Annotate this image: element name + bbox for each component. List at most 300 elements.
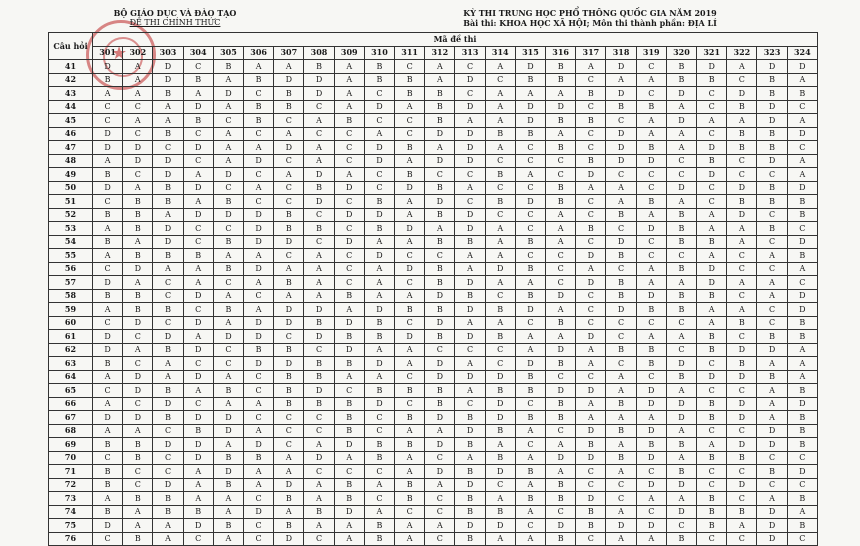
answer-cell: B — [364, 330, 394, 344]
answer-cell: D — [636, 154, 666, 168]
answer-cell: C — [395, 127, 425, 141]
answer-cell: A — [153, 100, 183, 114]
answer-cell: C — [787, 222, 817, 236]
answer-cell: A — [153, 519, 183, 533]
answer-cell: C — [395, 114, 425, 128]
answer-cell: B — [485, 168, 515, 182]
answer-cell: C — [757, 451, 787, 465]
answer-cell: D — [757, 343, 787, 357]
answer-cell: B — [515, 262, 545, 276]
answer-cell: A — [274, 60, 304, 74]
answer-cell: C — [93, 195, 123, 209]
answer-cell: D — [455, 73, 485, 87]
answer-cell: B — [334, 492, 364, 506]
answer-cell: C — [757, 303, 787, 317]
answer-cell: D — [304, 73, 334, 87]
answer-cell: A — [576, 181, 606, 195]
answer-cell: D — [304, 195, 334, 209]
answer-cell: B — [515, 235, 545, 249]
exam-code-cell: 324 — [787, 46, 817, 60]
answer-cell: B — [425, 384, 455, 398]
table-row — [49, 235, 818, 249]
answer-cell: A — [485, 60, 515, 74]
answer-cell: A — [213, 154, 243, 168]
answer-cell: C — [636, 235, 666, 249]
answer-cell: A — [546, 208, 576, 222]
answer-cell: C — [606, 262, 636, 276]
answer-cell: D — [576, 276, 606, 290]
answer-cell: A — [485, 492, 515, 506]
answer-cell: B — [334, 289, 364, 303]
answer-cell: C — [697, 195, 727, 209]
answer-cell: D — [364, 141, 394, 155]
table-row — [49, 114, 818, 128]
answer-cell: D — [153, 235, 183, 249]
question-header: Câu hỏi — [49, 33, 93, 60]
answer-cell: B — [93, 438, 123, 452]
answer-cell: C — [395, 316, 425, 330]
answer-cell: A — [787, 168, 817, 182]
answer-cell: D — [213, 168, 243, 182]
answer-cell: C — [455, 87, 485, 101]
answer-cell: B — [666, 289, 696, 303]
answer-cell: A — [334, 60, 364, 74]
answer-cell: B — [515, 492, 545, 506]
answer-cell: B — [183, 505, 213, 519]
answer-cell: B — [485, 384, 515, 398]
seal-star-icon: ★ — [111, 43, 128, 64]
answer-cell: A — [183, 276, 213, 290]
answer-cell: A — [93, 492, 123, 506]
exam-code-cell: 320 — [666, 46, 696, 60]
answer-cell: C — [576, 195, 606, 209]
answer-cell: B — [364, 195, 394, 209]
answer-cell: A — [395, 289, 425, 303]
answer-cell: C — [425, 505, 455, 519]
answer-cell: C — [606, 357, 636, 371]
answer-cell: A — [93, 154, 123, 168]
answer-cell: D — [425, 195, 455, 209]
answer-cell: A — [515, 424, 545, 438]
answer-cell: A — [485, 141, 515, 155]
answer-cell: A — [455, 114, 485, 128]
answer-cell: C — [697, 127, 727, 141]
answer-cell: A — [213, 100, 243, 114]
answer-cell: C — [606, 478, 636, 492]
answer-cell: D — [606, 235, 636, 249]
question-number-cell: 67 — [49, 411, 93, 425]
answer-cell: D — [425, 154, 455, 168]
answer-cell: A — [606, 73, 636, 87]
answer-cell: A — [93, 87, 123, 101]
answer-cell: C — [515, 208, 545, 222]
answer-cell: B — [153, 303, 183, 317]
answer-cell: D — [304, 451, 334, 465]
answer-cell: C — [606, 492, 636, 506]
exam-code-cell: 318 — [606, 46, 636, 60]
answer-cell: D — [153, 73, 183, 87]
answer-cell: D — [576, 330, 606, 344]
answer-cell: C — [666, 249, 696, 263]
table-row — [49, 87, 818, 101]
exam-code-cell: 317 — [576, 46, 606, 60]
answer-cell: B — [606, 100, 636, 114]
answer-cell: B — [425, 100, 455, 114]
answer-cell: B — [757, 465, 787, 479]
exam-code-cell: 315 — [515, 46, 545, 60]
answer-cell: C — [576, 465, 606, 479]
answer-cell: B — [515, 411, 545, 425]
answer-cell: A — [395, 532, 425, 546]
answer-cell: D — [244, 505, 274, 519]
answer-cell: C — [425, 451, 455, 465]
answer-cell: A — [727, 303, 757, 317]
question-number-cell: 53 — [49, 222, 93, 236]
answer-cell: C — [546, 276, 576, 290]
answer-cell: B — [395, 73, 425, 87]
exam-code-cell: 307 — [274, 46, 304, 60]
answer-cell: A — [485, 100, 515, 114]
answer-cell: D — [546, 384, 576, 398]
answer-cell: C — [244, 519, 274, 533]
answer-cell: A — [364, 505, 394, 519]
answer-cell: C — [697, 87, 727, 101]
answer-cell: A — [304, 478, 334, 492]
answer-cell: D — [546, 289, 576, 303]
answer-cell: D — [93, 330, 123, 344]
answer-cell: B — [576, 114, 606, 128]
answer-cell: A — [244, 276, 274, 290]
answer-cell: B — [183, 73, 213, 87]
exam-code-cell: 311 — [395, 46, 425, 60]
question-number-cell: 64 — [49, 370, 93, 384]
answer-cell: D — [304, 87, 334, 101]
answer-cell: A — [395, 208, 425, 222]
table-row — [49, 168, 818, 182]
answer-cell: C — [787, 276, 817, 290]
answer-cell: C — [183, 357, 213, 371]
answer-cell: D — [515, 100, 545, 114]
answer-cell: A — [153, 357, 183, 371]
answer-cell: D — [455, 370, 485, 384]
answer-cell: C — [183, 154, 213, 168]
answer-cell: B — [274, 343, 304, 357]
table-row — [49, 262, 818, 276]
answer-cell: B — [546, 141, 576, 155]
answer-cell: C — [304, 424, 334, 438]
answer-cell: C — [515, 154, 545, 168]
answer-cell: B — [123, 289, 153, 303]
table-row — [49, 411, 818, 425]
answer-cell: C — [697, 424, 727, 438]
answer-cell: D — [485, 262, 515, 276]
answer-cell: D — [787, 303, 817, 317]
answer-cell: B — [183, 114, 213, 128]
exam-code-header: Mã đề thi — [93, 33, 818, 47]
answer-cell: C — [364, 168, 394, 182]
answer-cell: A — [93, 249, 123, 263]
answer-cell: C — [757, 168, 787, 182]
answer-cell: B — [546, 492, 576, 506]
answer-cell: C — [425, 532, 455, 546]
answer-cell: C — [515, 249, 545, 263]
answer-cell: A — [183, 478, 213, 492]
answer-cell: D — [757, 519, 787, 533]
answer-cell: C — [274, 154, 304, 168]
answer-cell: D — [455, 303, 485, 317]
answer-cell: C — [153, 424, 183, 438]
answer-cell: C — [697, 532, 727, 546]
answer-cell: A — [123, 114, 153, 128]
answer-cell: D — [576, 168, 606, 182]
answer-cell: A — [304, 438, 334, 452]
answer-cell: C — [334, 465, 364, 479]
answer-cell: B — [606, 249, 636, 263]
answer-cell: A — [364, 478, 394, 492]
answer-cell: A — [395, 424, 425, 438]
answer-cell: A — [93, 370, 123, 384]
answer-cell: D — [757, 114, 787, 128]
table-row — [49, 60, 818, 74]
answer-cell: B — [485, 505, 515, 519]
answer-cell: A — [757, 397, 787, 411]
answer-cell: D — [244, 154, 274, 168]
answer-cell: C — [153, 316, 183, 330]
answer-cell: A — [485, 532, 515, 546]
answer-cell: A — [455, 262, 485, 276]
answer-cell: A — [455, 249, 485, 263]
answer-cell: B — [787, 384, 817, 398]
answer-cell: D — [757, 424, 787, 438]
answer-cell: A — [485, 276, 515, 290]
answer-cell: B — [787, 519, 817, 533]
answer-cell: D — [546, 451, 576, 465]
answer-cell: B — [425, 303, 455, 317]
question-number-cell: 70 — [49, 451, 93, 465]
answer-cell: B — [666, 532, 696, 546]
answer-cell: C — [576, 532, 606, 546]
answer-cell: B — [244, 73, 274, 87]
answer-cell: C — [546, 168, 576, 182]
answer-cell: B — [697, 519, 727, 533]
answer-cell: B — [153, 181, 183, 195]
answer-cell: A — [787, 370, 817, 384]
answer-cell: B — [123, 532, 153, 546]
answer-cell: D — [636, 478, 666, 492]
table-row — [49, 303, 818, 317]
answer-cell: C — [153, 276, 183, 290]
answer-cell: D — [153, 60, 183, 74]
question-number-cell: 49 — [49, 168, 93, 182]
answer-cell: C — [485, 289, 515, 303]
answer-cell: D — [485, 370, 515, 384]
answer-cell: D — [183, 289, 213, 303]
table-header-row — [49, 33, 818, 47]
answer-cell: B — [727, 195, 757, 209]
answer-cell: B — [183, 249, 213, 263]
answer-cell: C — [515, 181, 545, 195]
answer-cell: C — [244, 127, 274, 141]
answer-cell: A — [636, 276, 666, 290]
answer-cell: A — [304, 519, 334, 533]
exam-code-cell: 305 — [213, 46, 243, 60]
answer-cell: B — [787, 330, 817, 344]
answer-cell: C — [455, 343, 485, 357]
answer-cell: C — [576, 316, 606, 330]
answer-cell: A — [727, 114, 757, 128]
answer-cell: A — [213, 370, 243, 384]
answer-cell: A — [666, 100, 696, 114]
answer-cell: B — [636, 357, 666, 371]
answer-cell: D — [636, 384, 666, 398]
answer-cell: B — [213, 235, 243, 249]
answer-cell: B — [213, 451, 243, 465]
answer-cell: C — [425, 249, 455, 263]
exam-code-cell: 301 — [93, 46, 123, 60]
answer-cell: B — [757, 222, 787, 236]
answer-cell: C — [304, 532, 334, 546]
answer-cell: C — [274, 330, 304, 344]
answer-cell: C — [485, 154, 515, 168]
answer-cell: A — [757, 384, 787, 398]
answer-cell: D — [636, 519, 666, 533]
table-row — [49, 154, 818, 168]
answer-cell: D — [425, 465, 455, 479]
answer-cell: D — [123, 262, 153, 276]
answer-cell: A — [727, 519, 757, 533]
answer-cell: B — [334, 330, 364, 344]
exam-title: KỲ THI TRUNG HỌC PHỔ THÔNG QUỐC GIA NĂM 2019 — [463, 8, 717, 18]
answer-cell: A — [697, 114, 727, 128]
answer-cell: D — [153, 438, 183, 452]
answer-cell: B — [636, 195, 666, 209]
answer-cell: A — [606, 181, 636, 195]
answer-cell: C — [727, 249, 757, 263]
answer-cell: B — [636, 343, 666, 357]
answer-cell: C — [727, 289, 757, 303]
answer-cell: C — [576, 235, 606, 249]
answer-cell: B — [546, 114, 576, 128]
answer-cell: B — [274, 87, 304, 101]
answer-cell: C — [727, 532, 757, 546]
table-row — [49, 289, 818, 303]
answer-cell: A — [395, 357, 425, 371]
answer-cell: A — [304, 276, 334, 290]
answer-cell: C — [757, 316, 787, 330]
answer-cell: D — [123, 141, 153, 155]
answer-cell: C — [364, 465, 394, 479]
answer-cell: D — [183, 208, 213, 222]
answer-cell: D — [787, 60, 817, 74]
answer-cell: D — [123, 370, 153, 384]
answer-cell: B — [515, 370, 545, 384]
answer-cell: A — [213, 249, 243, 263]
answer-cell: C — [757, 262, 787, 276]
answer-cell: A — [274, 262, 304, 276]
answer-cell: B — [576, 438, 606, 452]
answer-cell: C — [153, 141, 183, 155]
answer-cell: C — [364, 87, 394, 101]
answer-cell: A — [666, 424, 696, 438]
table-row — [49, 181, 818, 195]
answer-cell: D — [787, 397, 817, 411]
answer-cell: B — [666, 303, 696, 317]
answer-cell: B — [727, 100, 757, 114]
answer-cell: B — [546, 181, 576, 195]
answer-cell: D — [153, 168, 183, 182]
answer-cell: D — [455, 208, 485, 222]
answer-cell: D — [606, 87, 636, 101]
answer-cell: D — [485, 465, 515, 479]
answer-cell: C — [244, 289, 274, 303]
answer-cell: B — [395, 87, 425, 101]
answer-cell: B — [787, 316, 817, 330]
answer-cell: C — [727, 424, 757, 438]
answer-cell: C — [334, 154, 364, 168]
answer-cell: B — [727, 316, 757, 330]
answer-cell: D — [364, 303, 394, 317]
answer-cell: A — [123, 73, 153, 87]
answer-cell: A — [425, 519, 455, 533]
answer-cell: A — [606, 195, 636, 209]
answer-cell: A — [93, 222, 123, 236]
answer-cell: C — [123, 465, 153, 479]
answer-cell: A — [576, 357, 606, 371]
answer-cell: B — [274, 397, 304, 411]
question-number-cell: 42 — [49, 73, 93, 87]
answer-cell: B — [213, 262, 243, 276]
answer-cell: A — [123, 181, 153, 195]
answer-cell: C — [576, 141, 606, 155]
answer-cell: D — [274, 73, 304, 87]
answer-cell: C — [697, 357, 727, 371]
answer-cell: A — [727, 222, 757, 236]
answer-cell: C — [213, 181, 243, 195]
answer-cell: C — [123, 397, 153, 411]
answer-cell: B — [606, 424, 636, 438]
answer-cell: D — [395, 222, 425, 236]
answer-cell: D — [213, 424, 243, 438]
answer-cell: A — [244, 181, 274, 195]
exam-code-cell: 308 — [304, 46, 334, 60]
table-row — [49, 222, 818, 236]
answer-cell: B — [666, 262, 696, 276]
answer-cell: D — [334, 438, 364, 452]
answer-cell: C — [364, 411, 394, 425]
answer-cell: C — [274, 195, 304, 209]
answer-cell: A — [485, 438, 515, 452]
answer-cell: D — [244, 235, 274, 249]
answer-cell: C — [636, 249, 666, 263]
answer-cell: B — [153, 505, 183, 519]
answer-cell: A — [213, 505, 243, 519]
answer-cell: A — [636, 127, 666, 141]
answer-cell: A — [183, 87, 213, 101]
question-number-cell: 47 — [49, 141, 93, 155]
answer-cell: C — [697, 100, 727, 114]
answer-cell: B — [636, 303, 666, 317]
answer-cell: D — [787, 289, 817, 303]
answer-cell: B — [666, 438, 696, 452]
answer-cell: A — [787, 73, 817, 87]
answer-cell: A — [666, 330, 696, 344]
answer-cell: C — [546, 154, 576, 168]
answer-cell: A — [515, 276, 545, 290]
answer-cell: A — [153, 370, 183, 384]
question-number-cell: 68 — [49, 424, 93, 438]
answer-cell: A — [636, 73, 666, 87]
answer-cell: C — [485, 478, 515, 492]
